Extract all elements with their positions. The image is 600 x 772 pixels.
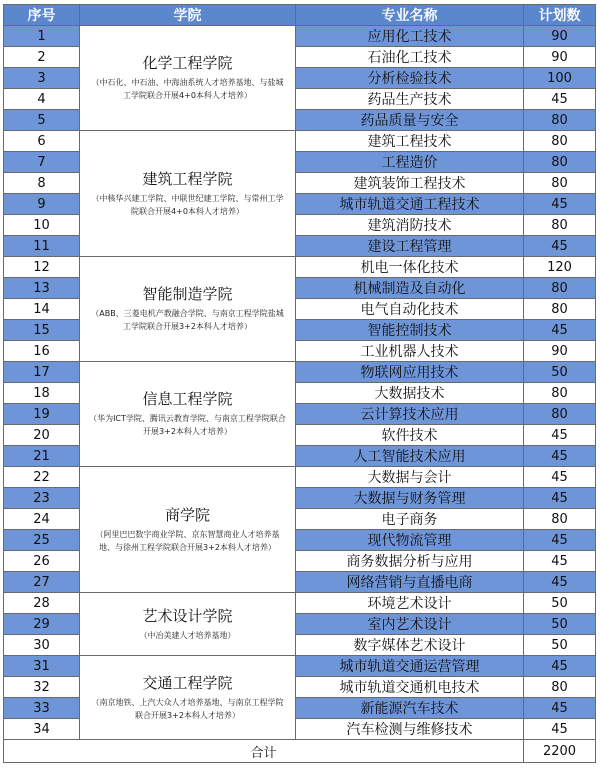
row-number: 18 <box>4 383 80 404</box>
major-name: 智能控制技术 <box>296 320 524 341</box>
major-name: 软件技术 <box>296 425 524 446</box>
table-row <box>4 362 596 383</box>
plan-count: 80 <box>524 131 596 152</box>
row-number: 25 <box>4 530 80 551</box>
college-cell <box>80 362 296 467</box>
total-label: 合计 <box>4 740 524 763</box>
college-name: 智能制造学院 <box>142 285 233 303</box>
row-number: 26 <box>4 551 80 572</box>
major-name: 建筑装饰工程技术 <box>296 173 524 194</box>
college-note: （中冶美建人才培养基地） <box>139 630 236 640</box>
plan-count: 50 <box>524 614 596 635</box>
major-name: 机电一体化技术 <box>296 257 524 278</box>
row-number: 2 <box>4 47 80 68</box>
row-number: 22 <box>4 467 80 488</box>
college-name: 化学工程学院 <box>142 54 233 72</box>
plan-count: 45 <box>524 530 596 551</box>
row-number: 20 <box>4 425 80 446</box>
plan-count: 45 <box>524 236 596 257</box>
college-name: 建筑工程学院 <box>142 169 233 188</box>
plan-count: 120 <box>524 257 596 278</box>
row-number: 11 <box>4 236 80 257</box>
college-cell <box>80 131 296 257</box>
row-number: 4 <box>4 89 80 110</box>
row-number: 6 <box>4 131 80 152</box>
plan-count: 80 <box>524 173 596 194</box>
major-name: 药品质量与安全 <box>296 110 524 131</box>
plan-count: 45 <box>524 89 596 110</box>
major-name: 城市轨道交通运营管理 <box>296 656 524 677</box>
row-number: 9 <box>4 194 80 215</box>
row-number: 34 <box>4 719 80 740</box>
college-cell <box>80 593 296 656</box>
major-name: 工业机器人技术 <box>296 341 524 362</box>
major-name: 城市轨道交通机电技术 <box>296 677 524 698</box>
plan-count: 80 <box>524 152 596 173</box>
row-number: 33 <box>4 698 80 719</box>
total-row <box>4 740 596 763</box>
plan-count: 45 <box>524 656 596 677</box>
plan-count: 45 <box>524 320 596 341</box>
table-body <box>4 26 596 763</box>
row-number: 13 <box>4 278 80 299</box>
major-name: 现代物流管理 <box>296 530 524 551</box>
major-name: 药品生产技术 <box>296 89 524 110</box>
header-no: 序号 <box>4 5 80 26</box>
plan-count: 50 <box>524 593 596 614</box>
major-name: 室内艺术设计 <box>296 614 524 635</box>
major-name: 云计算技术应用 <box>296 404 524 425</box>
plan-count: 45 <box>524 572 596 593</box>
row-number: 28 <box>4 593 80 614</box>
college-cell <box>80 467 296 593</box>
major-name: 建筑消防技术 <box>296 215 524 236</box>
major-name: 电子商务 <box>296 509 524 530</box>
major-name: 分析检验技术 <box>296 68 524 89</box>
row-number: 17 <box>4 362 80 383</box>
college-cell <box>80 257 296 362</box>
major-name: 大数据与会计 <box>296 467 524 488</box>
major-name: 大数据与财务管理 <box>296 488 524 509</box>
plan-count: 45 <box>524 488 596 509</box>
major-name: 网络营销与直播电商 <box>296 572 524 593</box>
row-number: 27 <box>4 572 80 593</box>
row-number: 3 <box>4 68 80 89</box>
row-number: 8 <box>4 173 80 194</box>
major-name: 工程造价 <box>296 152 524 173</box>
plan-count: 80 <box>524 215 596 236</box>
major-name: 建设工程管理 <box>296 236 524 257</box>
plan-count: 80 <box>524 299 596 320</box>
row-number: 1 <box>4 26 80 47</box>
table-row <box>4 257 596 278</box>
plan-count: 45 <box>524 194 596 215</box>
table-row <box>4 26 596 47</box>
major-name: 应用化工技术 <box>296 26 524 47</box>
plan-count: 45 <box>524 719 596 740</box>
major-name: 数字媒体艺术设计 <box>296 635 524 656</box>
table-row <box>4 593 596 614</box>
row-number: 32 <box>4 677 80 698</box>
row-number: 21 <box>4 446 80 467</box>
row-number: 31 <box>4 656 80 677</box>
major-name: 机械制造及自动化 <box>296 278 524 299</box>
college-cell <box>80 26 296 131</box>
college-note: （中石化、中石油、中海油系统人才培养基地、与盐城工学院联合开展4+0本科人才培养） <box>91 78 284 100</box>
row-number: 5 <box>4 110 80 131</box>
total-plan: 2200 <box>524 740 596 763</box>
plan-count: 90 <box>524 47 596 68</box>
row-number: 16 <box>4 341 80 362</box>
row-number: 29 <box>4 614 80 635</box>
major-name: 人工智能技术应用 <box>296 446 524 467</box>
college-note: （ABB、三菱电机产教融合学院、与南京工程学院盐城工学院联合开展3+2本科人才培养） <box>91 309 284 331</box>
row-number: 30 <box>4 635 80 656</box>
college-name: 商学院 <box>164 505 210 524</box>
major-name: 电气自动化技术 <box>296 299 524 320</box>
plan-count: 45 <box>524 446 596 467</box>
row-number: 7 <box>4 152 80 173</box>
row-number: 12 <box>4 257 80 278</box>
college-note: （南京地铁、上汽大众人才培养基地、与南京工程学院联合开展3+2本科人才培养） <box>91 697 284 720</box>
row-number: 14 <box>4 299 80 320</box>
major-name: 环境艺术设计 <box>296 593 524 614</box>
plan-count: 80 <box>524 404 596 425</box>
major-name: 商务数据分析与应用 <box>296 551 524 572</box>
plan-count: 80 <box>524 509 596 530</box>
college-name: 信息工程学院 <box>142 390 233 408</box>
plan-count: 80 <box>524 383 596 404</box>
plan-count: 80 <box>524 278 596 299</box>
row-number: 19 <box>4 404 80 425</box>
header-row <box>4 5 596 26</box>
plan-count: 80 <box>524 110 596 131</box>
plan-count: 100 <box>524 68 596 89</box>
major-name: 城市轨道交通工程技术 <box>296 194 524 215</box>
major-name: 建筑工程技术 <box>296 131 524 152</box>
table-row <box>4 131 596 152</box>
plan-count: 50 <box>524 362 596 383</box>
major-name: 新能源汽车技术 <box>296 698 524 719</box>
plan-count: 45 <box>524 551 596 572</box>
college-note: （阿里巴巴数字商业学院、京东智慧商业人才培养基地、与徐州工程学院联合开展3+2本科人才培养） <box>95 529 280 552</box>
row-number: 24 <box>4 509 80 530</box>
plan-count: 80 <box>524 677 596 698</box>
plan-count: 90 <box>524 26 596 47</box>
college-note: （中核华兴建工学院、中联世纪建工学院、与常州工学院联合开展4+0本科人才培养） <box>91 193 284 216</box>
college-cell <box>80 656 296 740</box>
row-number: 15 <box>4 320 80 341</box>
college-name: 交通工程学院 <box>142 673 233 692</box>
plan-count: 45 <box>524 698 596 719</box>
major-name: 物联网应用技术 <box>296 362 524 383</box>
header-major: 专业名称 <box>296 5 524 26</box>
row-number: 23 <box>4 488 80 509</box>
row-number: 10 <box>4 215 80 236</box>
major-name: 汽车检测与维修技术 <box>296 719 524 740</box>
table-row <box>4 467 596 488</box>
table-row <box>4 656 596 677</box>
major-name: 大数据技术 <box>296 383 524 404</box>
plan-count: 90 <box>524 341 596 362</box>
plan-count: 45 <box>524 467 596 488</box>
plan-count: 50 <box>524 635 596 656</box>
plan-count: 45 <box>524 425 596 446</box>
college-note: （华为ICT学院、腾讯云教育学院、与南京工程学院联合开展3+2本科人才培养） <box>89 414 286 436</box>
header-college: 学院 <box>80 5 296 26</box>
college-name: 艺术设计学院 <box>142 606 233 625</box>
header-plan: 计划数 <box>524 5 596 26</box>
enrollment-plan-table <box>3 4 596 763</box>
major-name: 石油化工技术 <box>296 47 524 68</box>
